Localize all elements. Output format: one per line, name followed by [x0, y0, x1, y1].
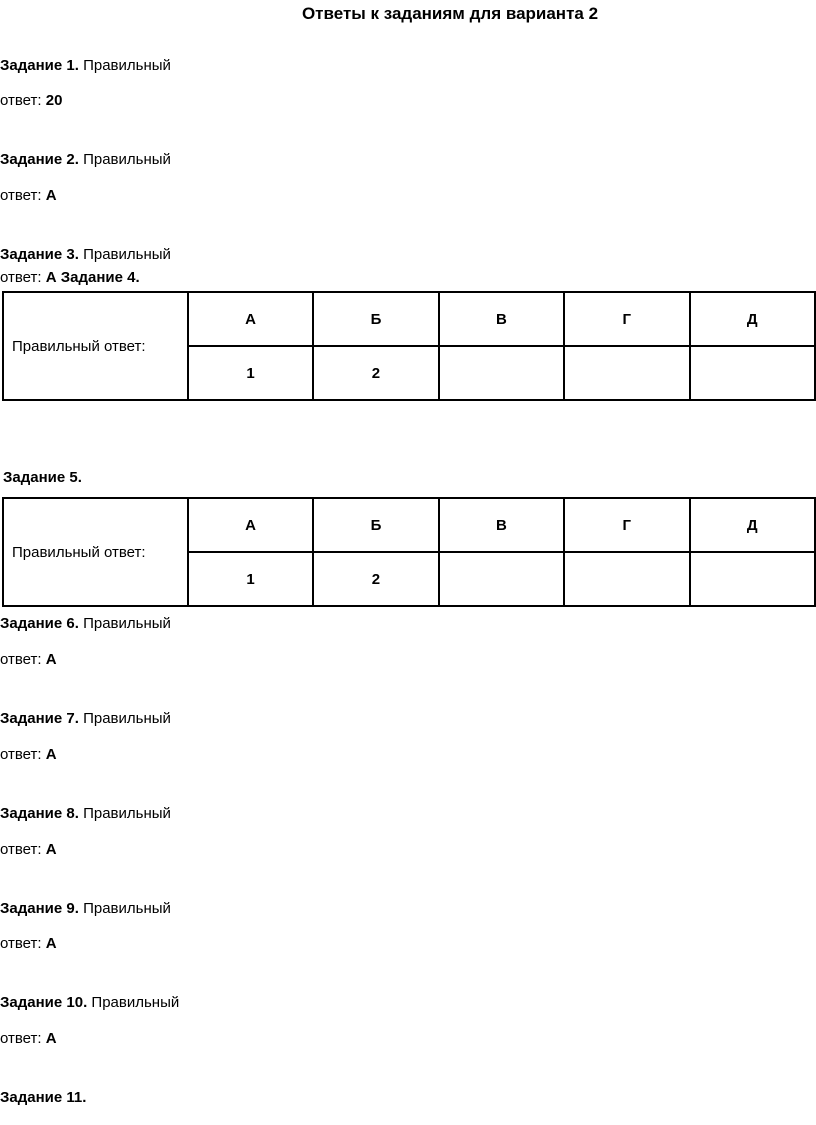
value-cell	[690, 346, 815, 400]
answer-prefix: ответ:	[0, 746, 42, 763]
answer-value: А	[45, 935, 57, 952]
row-label: Правильный ответ:	[3, 292, 188, 400]
header-cell: Б	[313, 498, 438, 552]
value-cell	[439, 346, 564, 400]
task-5-answer-table	[2, 497, 816, 607]
task-5-line	[3, 468, 82, 488]
value-cell: 2	[313, 552, 438, 606]
task-label: Задание 11.	[0, 1089, 87, 1106]
value-cell	[564, 346, 689, 400]
task-3-answer-line	[0, 268, 140, 288]
task-6-line	[0, 614, 171, 634]
answer-prefix: ответ:	[0, 92, 42, 109]
header-cell: Г	[564, 292, 689, 346]
answer-value: А	[45, 746, 57, 763]
task-text: Правильный	[83, 615, 171, 632]
task-text: Правильный	[83, 151, 171, 168]
header-cell: А	[188, 498, 313, 552]
task-7-line	[0, 709, 171, 729]
value-cell	[690, 552, 815, 606]
task-9-answer-line	[0, 934, 57, 954]
answer-prefix: ответ:	[0, 841, 42, 858]
value-cell: 1	[188, 346, 313, 400]
task-label: Задание 5.	[3, 469, 82, 486]
task-8-answer-line	[0, 840, 57, 860]
task-label: Задание 7.	[0, 710, 79, 727]
task-10-answer-line	[0, 1029, 57, 1049]
task-text: Правильный	[83, 57, 171, 74]
answer-prefix: ответ:	[0, 935, 42, 952]
task-label: Задание 1.	[0, 57, 79, 74]
answer-prefix: ответ:	[0, 187, 42, 204]
task-10-line	[0, 993, 179, 1013]
header-cell: В	[439, 498, 564, 552]
task-11-line	[0, 1088, 86, 1108]
task-label: Задание 8.	[0, 805, 79, 822]
answer-value: А	[45, 187, 57, 204]
task-label: Задание 2.	[0, 151, 79, 168]
header-cell: В	[439, 292, 564, 346]
task-text: Правильный	[83, 710, 171, 727]
task-label: Задание 10.	[0, 994, 88, 1011]
task-4-answer-table	[2, 291, 816, 401]
header-cell: Д	[690, 292, 815, 346]
value-cell	[564, 552, 689, 606]
answer-value: 20	[45, 92, 63, 109]
task-8-line	[0, 804, 171, 824]
answer-value: А	[45, 841, 57, 858]
value-cell: 2	[313, 346, 438, 400]
task-text: Правильный	[83, 246, 171, 263]
task-text: Правильный	[91, 994, 180, 1011]
answer-prefix: ответ:	[0, 1030, 42, 1047]
header-cell: Б	[313, 292, 438, 346]
task-label: Задание 4.	[60, 269, 140, 286]
header-cell: Г	[564, 498, 689, 552]
answer-value: А	[45, 651, 57, 668]
value-cell	[439, 552, 564, 606]
header-cell: А	[188, 292, 313, 346]
task-2-line	[0, 150, 171, 170]
value-cell: 1	[188, 552, 313, 606]
answer-value: А	[45, 269, 57, 286]
page-title: Ответы к заданиям для варианта 2	[301, 4, 599, 23]
task-label: Задание 3.	[0, 246, 79, 263]
task-6-answer-line	[0, 650, 57, 670]
task-text: Правильный	[83, 900, 171, 917]
answer-value: А	[45, 1030, 57, 1047]
task-1-answer-line	[0, 91, 62, 111]
task-7-answer-line	[0, 745, 57, 765]
row-label: Правильный ответ:	[3, 498, 188, 606]
task-3-line	[0, 245, 171, 265]
header-cell: Д	[690, 498, 815, 552]
answer-prefix: ответ:	[0, 269, 42, 286]
task-label: Задание 9.	[0, 900, 79, 917]
task-1-line	[0, 56, 171, 76]
task-text: Правильный	[83, 805, 171, 822]
answer-prefix: ответ:	[0, 651, 42, 668]
task-2-answer-line	[0, 186, 57, 206]
task-label: Задание 6.	[0, 615, 79, 632]
task-9-line	[0, 899, 171, 919]
